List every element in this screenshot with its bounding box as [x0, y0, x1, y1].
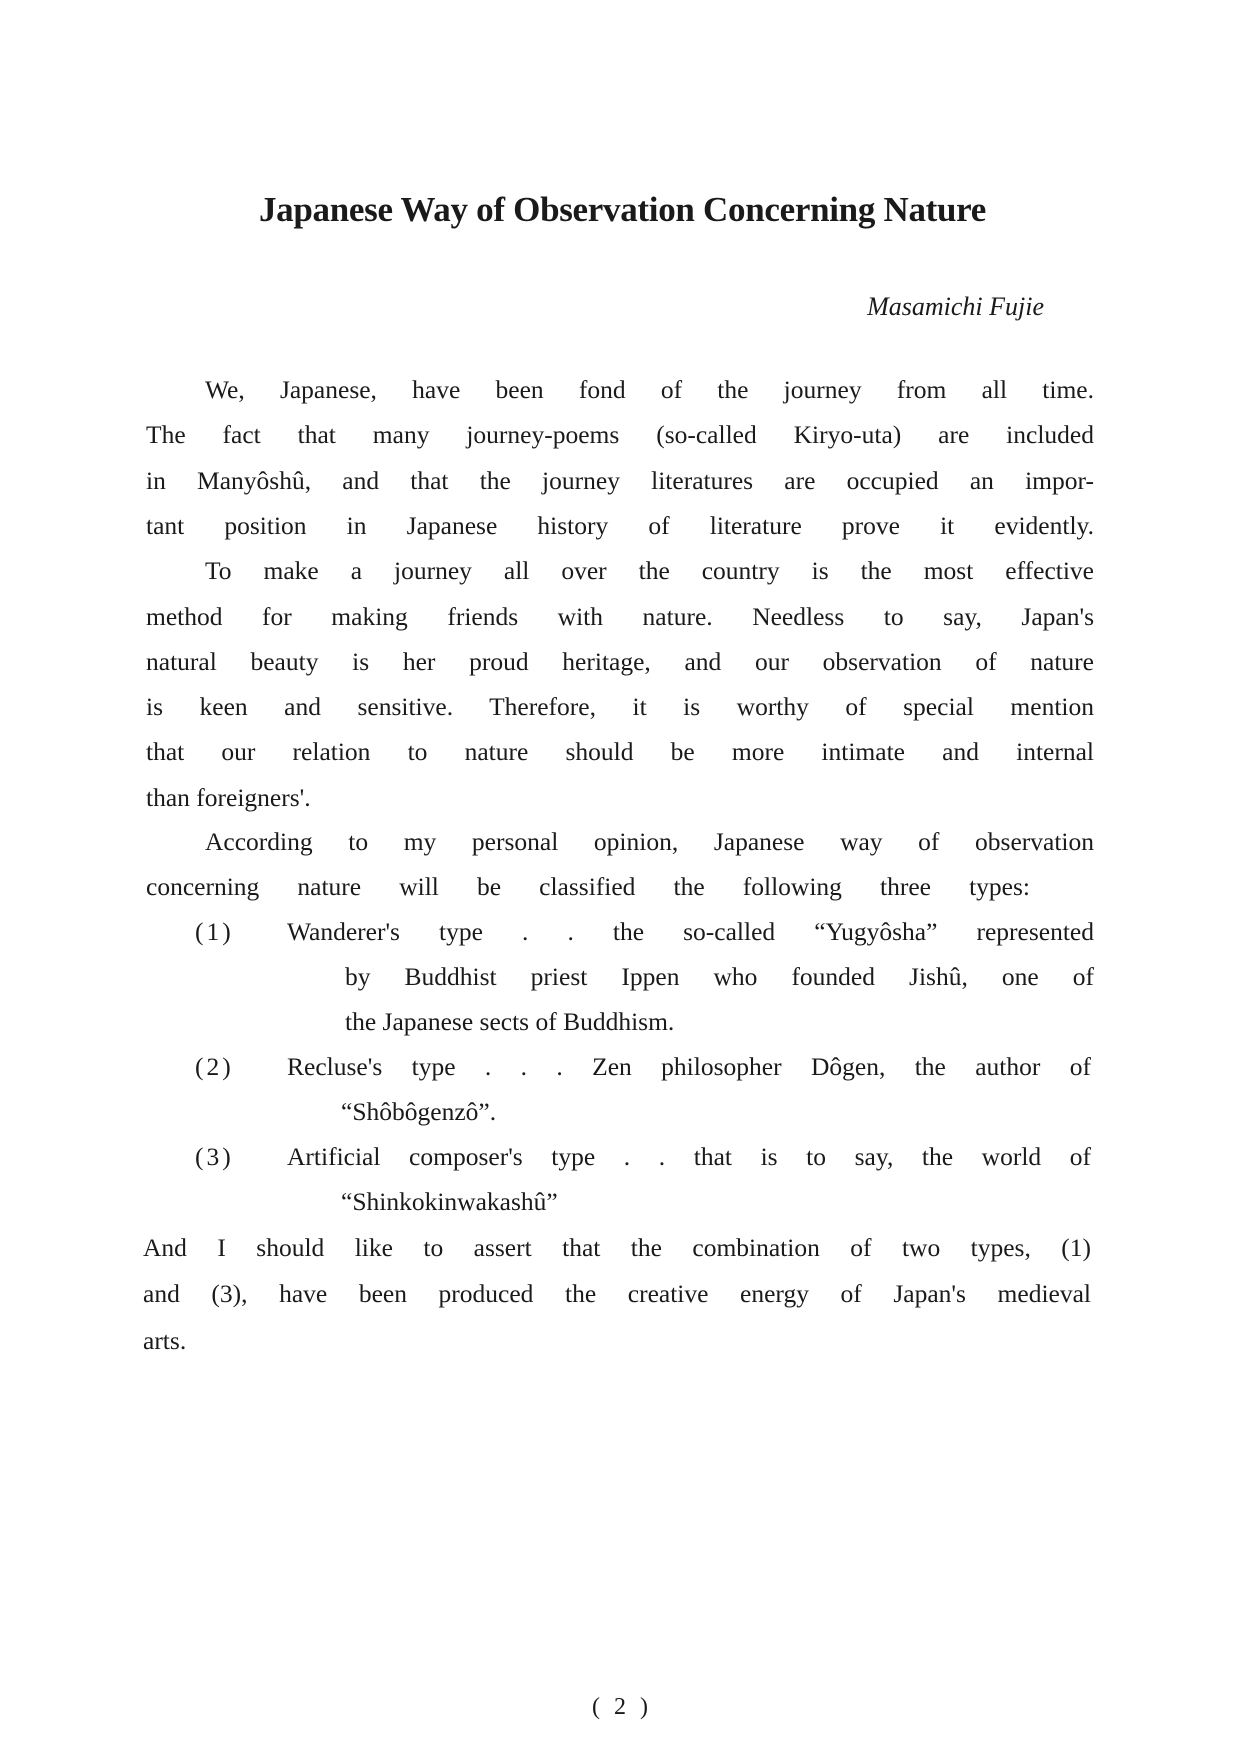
paragraph-line: concerning nature will be classified the following three types: — [146, 872, 1030, 901]
paragraph-line: To make a journey all over the country is the most effective — [205, 556, 1094, 585]
list-number: (3) — [195, 1142, 234, 1171]
paragraph-line: We, Japanese, have been fond of the journey from all time. — [205, 375, 1094, 404]
paragraph-line: natural beauty is her proud heritage, and our observation of nature — [146, 647, 1094, 676]
page-number: ( 2 ) — [592, 1694, 648, 1720]
paragraph-line: tant position in Japanese history of literature prove it evidently. — [146, 511, 1094, 540]
list-item-line: Wanderer's type . . the so-called “Yugyôsha” represented — [287, 917, 1094, 946]
paragraph-line: And I should like to assert that the combination of two types, (1) — [143, 1233, 1091, 1262]
list-item-line: Artificial composer's type . . that is to say, the world of — [287, 1142, 1091, 1171]
paragraph-line: arts. — [143, 1326, 187, 1355]
paragraph-line: method for making friends with nature. Needless to say, Japan's — [146, 602, 1094, 631]
paragraph-line: in Manyôshû, and that the journey literatures are occupied an impor- — [146, 466, 1094, 495]
author-name: Masamichi Fujie — [867, 292, 1044, 321]
list-number: (2) — [195, 1052, 234, 1081]
list-number: (1) — [195, 917, 234, 946]
list-item-line: “Shôbôgenzô”. — [341, 1097, 497, 1126]
paragraph-line: is keen and sensitive. Therefore, it is worthy of special mention — [146, 692, 1094, 721]
paragraph-line: that our relation to nature should be more intimate and internal — [146, 737, 1094, 766]
list-item-line: by Buddhist priest Ippen who founded Jishû, one of — [345, 962, 1094, 991]
paragraph-line: According to my personal opinion, Japanese way of observation — [205, 827, 1094, 856]
paragraph-line: than foreigners'. — [146, 783, 311, 812]
paragraph-line: and (3), have been produced the creative energy of Japan's medieval — [143, 1279, 1091, 1308]
paragraph-line: The fact that many journey-poems (so-called Kiryo-uta) are included — [146, 420, 1094, 449]
list-item-line: Recluse's type . . . Zen philosopher Dôgen, the author of — [287, 1052, 1091, 1081]
list-item-line: the Japanese sects of Buddhism. — [345, 1007, 675, 1036]
article-title: Japanese Way of Observation Concerning Nature — [258, 190, 987, 229]
list-item-line: “Shinkokinwakashû” — [341, 1187, 558, 1216]
